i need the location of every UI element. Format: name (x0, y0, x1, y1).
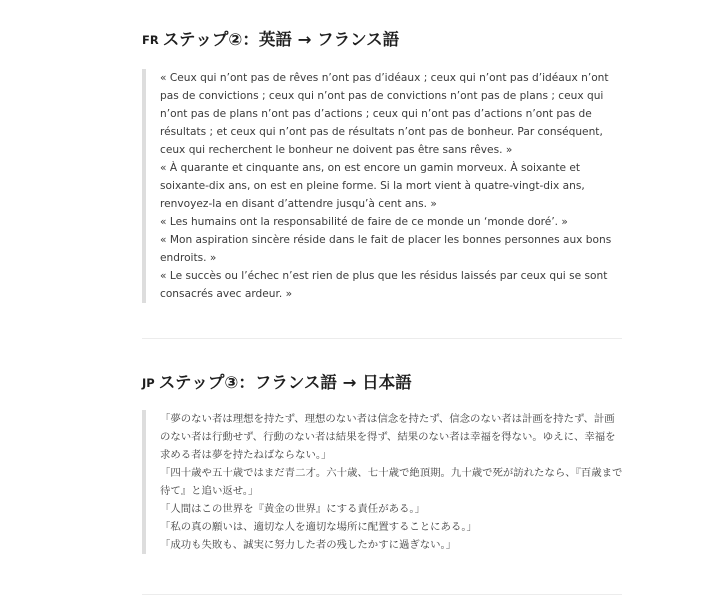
quote-jp-1: 「夢のない者は理想を持たず、理想のない者は信念を持たず、信念のない者は計画を持たず、計画のない者は行動せず、行動のない者は結果を得ず、結果のない者は幸福を得ない。ゆえに、幸福を求める者は夢を持たねばならない。」 (160, 413, 616, 461)
bottom-divider (142, 594, 622, 595)
quote-fr-1: « Ceux qui n’ont pas de rêves n’ont pas d’idéaux ; ceux qui n’ont pas d’idéaux n’ont pas de convictions ; ceux qui n’ont pas de convictions n’ont pas de plans ; ceux qui n’ont pas de plans n’ont pas d’actions ; ceux qui n’ont pas d’actions n’ont pas de résultats ; et ceux qui n’ont pas de résultats n’ont pas de bonheur. Par conséquent, ceux qui recherchent le bonheur ne doivent pas être sans rêves. » (160, 72, 609, 156)
section-japanese (142, 373, 623, 551)
quote-jp-5: 「成功も失敗も、誠実に努力した者の残したかすに過ぎない。」 (160, 539, 457, 551)
quote-fr-3: « Les humains ont la responsabilité de faire de ce monde un ‘monde doré’. » (160, 216, 568, 228)
section-heading-jp (142, 373, 622, 393)
blockquote-japanese (142, 410, 624, 554)
section-french (142, 30, 622, 300)
section-divider (142, 338, 622, 339)
quote-fr-4: « Mon aspiration sincère réside dans le fait de placer les bonnes personnes aux bons endroits. » (160, 234, 612, 264)
quote-jp-3: 「人間はこの世界を『黄金の世界』にする責任がある。」 (160, 503, 425, 515)
heading-title-jp: ステップ③：フランス語 → 日本語 (158, 373, 412, 392)
quote-fr-5: « Le succès ou l’échec n’est rien de plus que les résidus laissés par ceux qui se sont consacrés avec ardeur. » (160, 270, 608, 300)
heading-title-fr: ステップ②：英語 → フランス語 (162, 30, 400, 49)
quote-jp-4: 「私の真の願いは、適切な人を適切な場所に配置することにある。」 (160, 521, 477, 533)
lang-code-fr: FR (142, 33, 159, 47)
blockquote-french (142, 69, 624, 303)
quote-fr-2: « À quarante et cinquante ans, on est encore un gamin morveux. À soixante et soixante-dix ans, on est en pleine forme. Si la mort vient à quatre-vingt-dix ans, renvoyez-la en disant d’attendre jusqu’à cent ans. » (160, 162, 585, 210)
lang-code-jp: JP (142, 376, 155, 390)
section-heading-fr (142, 30, 622, 50)
quote-jp-2: 「四十歳や五十歳ではまだ青二才。六十歳、七十歳で絶頂期。九十歳で死が訪れたなら、『百歳まで待て』と追い返せ。」 (160, 467, 623, 497)
